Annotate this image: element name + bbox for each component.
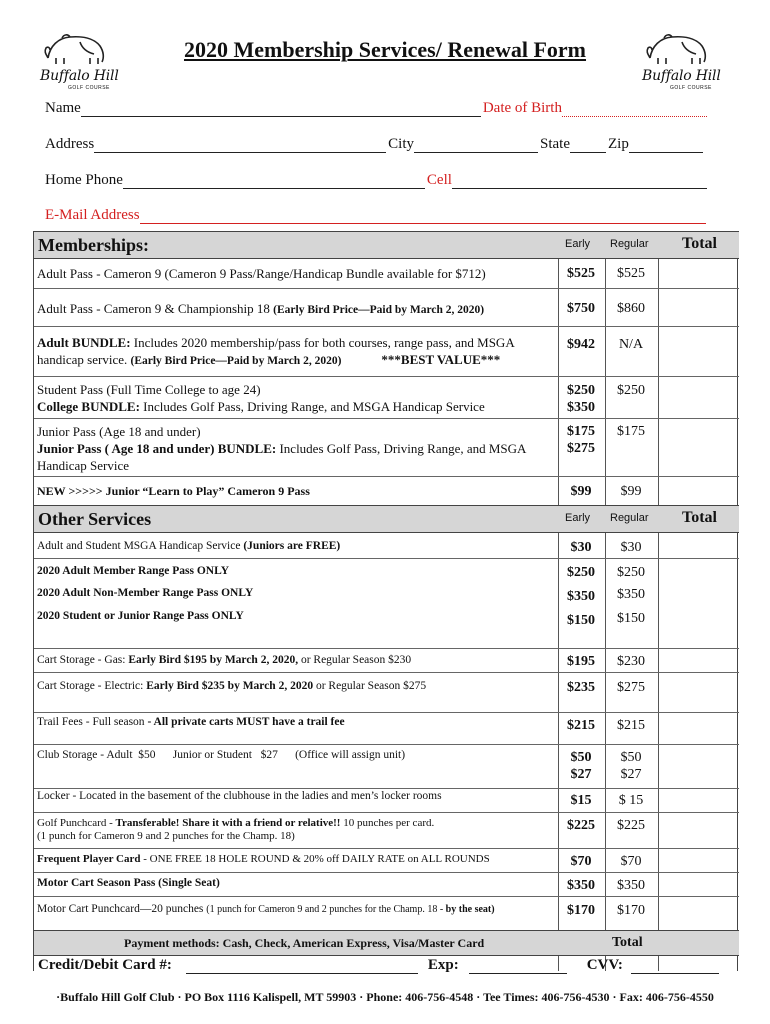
- desc-part: Adult BUNDLE:: [37, 335, 131, 350]
- table-row: [34, 789, 739, 813]
- logo-sub: GOLF COURSE: [670, 85, 712, 91]
- row-desc: [37, 901, 552, 918]
- regular-col-label: Regular: [610, 238, 649, 250]
- email-line: [45, 207, 708, 224]
- early-col-label: Early: [565, 512, 591, 524]
- early-price: $99: [570, 484, 592, 499]
- row-desc: 2020 Adult Member Range Pass ONLY: [37, 565, 229, 577]
- row-desc: Motor Cart Season Pass (Single Seat): [37, 877, 220, 889]
- table-row: [34, 533, 739, 559]
- early-price: $250: [567, 565, 595, 580]
- payment-footer: [34, 930, 739, 956]
- state-label: State: [540, 136, 571, 152]
- table-row: [34, 745, 739, 789]
- early-price: [561, 423, 601, 457]
- early-price: $750: [567, 301, 595, 316]
- row-desc: [37, 817, 552, 843]
- memberships-header: [34, 231, 739, 259]
- dob-field[interactable]: [562, 103, 707, 117]
- row-desc: [37, 679, 552, 694]
- desc-part: Adult and Student MSGA Handicap Service: [37, 540, 244, 552]
- table-row: [34, 419, 739, 477]
- table-row: [34, 559, 739, 581]
- dob-label: Date of Birth: [482, 100, 562, 116]
- desc-part: Includes Golf Pass, Driving Range, and MSGA Handicap Service: [139, 399, 485, 414]
- city-field[interactable]: [414, 139, 538, 153]
- early-price: $30: [570, 540, 592, 555]
- footer-contact: ·Buffalo Hill Golf Club · PO Box 1116 Kalispell, MT 59903 · Phone: 406-756-4548 · Tee Times: 406-756-4530 · Fax: 406-756-4550: [56, 990, 714, 1004]
- regular-price: $99: [620, 484, 642, 499]
- desc-part: - All private carts MUST have a trail fee: [147, 716, 345, 728]
- regular-price: $150: [617, 611, 645, 626]
- early-price: $150: [567, 613, 595, 628]
- phone-line: [45, 172, 709, 189]
- desc-part: (1 punch for Cameron 9 and 2 punches for the Champ. 18 -: [206, 904, 446, 915]
- exp-field[interactable]: [469, 960, 567, 974]
- table-row: [34, 849, 739, 873]
- early-price-line: $50: [570, 750, 592, 765]
- early-price: $215: [567, 718, 595, 733]
- name-line: [45, 100, 709, 117]
- desc-part: ***BEST VALUE***: [381, 352, 501, 367]
- early-price-line: $27: [570, 767, 592, 782]
- table-row: [34, 813, 739, 849]
- row-desc: NEW >>>>> Junior “Learn to Play” Cameron 9 Pass: [37, 484, 310, 498]
- desc-part: or Regular Season $275: [313, 680, 427, 692]
- desc-part: Early Bird $195 by March 2, 2020,: [128, 654, 299, 666]
- exp-label: Exp:: [427, 957, 459, 973]
- early-price-line: $175: [567, 424, 595, 439]
- early-price: $195: [567, 654, 595, 669]
- early-price: $350: [567, 878, 595, 893]
- table-row: [34, 327, 739, 377]
- early-price: [561, 749, 601, 783]
- state-field[interactable]: [570, 139, 606, 153]
- regular-price: $225: [617, 818, 645, 833]
- payment-methods: Payment methods: Cash, Check, American Express, Visa/Master Card: [124, 936, 485, 950]
- desc-part: 10 punches per card.: [340, 817, 435, 829]
- regular-price: $350: [617, 878, 645, 893]
- early-price: $225: [567, 818, 595, 833]
- desc-part: Junior Pass (Age 18 and under): [37, 424, 201, 439]
- email-field[interactable]: [140, 210, 706, 224]
- desc-part: Frequent Player Card: [37, 853, 141, 865]
- desc-part: Early Bird $235 by March 2, 2020: [146, 680, 314, 692]
- cell-label: Cell: [426, 172, 452, 188]
- early-price: $15: [570, 793, 592, 808]
- desc-part: Golf Punchcard -: [37, 817, 116, 829]
- early-price: $235: [567, 680, 595, 695]
- row-desc: [37, 334, 552, 370]
- desc-part: Cart Storage - Electric:: [37, 680, 147, 692]
- table-row: [34, 897, 739, 930]
- other-services-header: [34, 505, 739, 533]
- desc-part: - ONE FREE 18 HOLE ROUND & 20% off DAILY RATE on ALL ROUNDS: [140, 853, 490, 865]
- logo-script: Buffalo Hill: [642, 68, 721, 84]
- memberships-heading: Memberships:: [38, 235, 149, 255]
- email-label: E-Mail Address: [45, 207, 140, 223]
- desc-part: by the seat): [445, 904, 495, 915]
- regular-price: $525: [617, 266, 645, 281]
- regular-price: $230: [617, 654, 645, 669]
- row-desc: Locker - Located in the basement of the clubhouse in the ladies and men’s locker rooms: [37, 790, 442, 802]
- desc-part: Trail Fees - Full season: [37, 716, 148, 728]
- table-row: [34, 713, 739, 745]
- regular-price: $175: [617, 424, 645, 439]
- address-line: [45, 136, 705, 153]
- total-col-label: Total: [682, 509, 717, 526]
- address-label: Address: [45, 136, 95, 152]
- early-price: $350: [567, 589, 595, 604]
- table-row: [34, 377, 739, 419]
- card-number-field[interactable]: [186, 960, 418, 974]
- page-title: 2020 Membership Services/ Renewal Form: [183, 37, 587, 62]
- row-desc: [37, 300, 552, 319]
- early-price-line: $250: [567, 383, 595, 398]
- table-row: [34, 477, 739, 505]
- row-desc: [37, 851, 552, 868]
- early-price: $525: [567, 266, 595, 281]
- row-desc: 2020 Student or Junior Range Pass ONLY: [37, 610, 244, 622]
- cell-field[interactable]: [452, 175, 707, 189]
- table-row: [34, 581, 739, 603]
- regular-price: [607, 749, 655, 783]
- desc-part: (Early Bird Price—Paid by March 2, 2020): [273, 304, 485, 316]
- table-row: [34, 259, 739, 289]
- early-price-line: $275: [567, 441, 595, 456]
- desc-part: Motor Cart Punchcard—20 punches: [37, 903, 207, 915]
- row-desc: [37, 653, 552, 668]
- home-phone-field[interactable]: [123, 175, 425, 189]
- desc-part: (Early Bird Price—Paid by March 2, 2020): [130, 355, 342, 367]
- early-price: $70: [570, 854, 592, 869]
- row-desc: [37, 381, 552, 415]
- cvv-field[interactable]: [631, 960, 719, 974]
- grand-total-label: Total: [612, 935, 643, 950]
- table-row: [34, 603, 739, 649]
- row-desc: 2020 Adult Non-Member Range Pass ONLY: [37, 587, 254, 599]
- table-row: [34, 873, 739, 897]
- zip-field[interactable]: [629, 139, 703, 153]
- desc-part: College BUNDLE:: [37, 399, 140, 414]
- regular-price: $250: [617, 383, 645, 398]
- card-label: Credit/Debit Card #:: [38, 957, 172, 973]
- row-desc: [37, 423, 552, 474]
- table-row: [34, 649, 739, 673]
- regular-price: $215: [617, 718, 645, 733]
- desc-part: (Juniors are FREE): [243, 540, 341, 552]
- row-desc: [37, 715, 552, 730]
- address-field[interactable]: [94, 139, 386, 153]
- regular-price: $ 15: [618, 793, 644, 808]
- desc-part: Junior Pass ( Age 18 and under) BUNDLE:: [37, 441, 277, 456]
- home-phone-label: Home Phone: [45, 172, 123, 188]
- regular-price: $30: [620, 540, 642, 555]
- zip-label: Zip: [608, 136, 629, 152]
- regular-price: $350: [617, 587, 645, 602]
- regular-col-label: Regular: [610, 512, 649, 524]
- city-label: City: [388, 136, 415, 152]
- table-row: [34, 289, 739, 327]
- desc-part: Includes Golf Pass, Driving Range, and MSGA Handicap Service: [37, 441, 526, 473]
- row-desc: [37, 539, 552, 554]
- regular-price-line: $27: [620, 767, 642, 782]
- desc-part: or Regular Season $230: [298, 654, 412, 666]
- total-col-label: Total: [682, 235, 717, 252]
- desc-part: Adult Pass - Cameron 9 & Championship 18: [37, 301, 274, 316]
- regular-price: $275: [617, 680, 645, 695]
- regular-price: N/A: [618, 337, 644, 352]
- services-table: [33, 231, 738, 971]
- regular-price: $250: [617, 565, 645, 580]
- table-row: [34, 673, 739, 713]
- other-services-heading: Other Services: [38, 509, 152, 529]
- name-field[interactable]: [81, 103, 481, 117]
- regular-price-line: $50: [620, 750, 642, 765]
- regular-price: $170: [617, 903, 645, 918]
- desc-part: Cart Storage - Gas:: [37, 654, 129, 666]
- logo-sub: GOLF COURSE: [68, 85, 110, 91]
- card-line: [38, 957, 719, 974]
- regular-price: $70: [620, 854, 642, 869]
- row-desc: Club Storage - Adult $50 Junior or Student $27 (Office will assign unit): [37, 749, 406, 761]
- cvv-label: CVV:: [586, 957, 623, 973]
- name-label: Name: [45, 100, 81, 116]
- desc-part: Includes 2020 membership/pass for both courses, range pass, and MSGA handicap service.: [37, 335, 514, 367]
- desc-part: (1 punch for Cameron 9 and 2 punches for the Champ. 18): [37, 830, 295, 842]
- row-desc: Adult Pass - Cameron 9 (Cameron 9 Pass/Range/Handicap Bundle available for $712): [37, 266, 486, 281]
- early-col-label: Early: [565, 238, 591, 250]
- early-price-line: $350: [567, 400, 595, 415]
- early-price: $170: [567, 903, 595, 918]
- desc-part: Student Pass (Full Time College to age 24): [37, 382, 261, 397]
- regular-price: $860: [617, 301, 645, 316]
- logo-script: Buffalo Hill: [40, 68, 119, 84]
- early-price: $942: [567, 337, 595, 352]
- desc-part: Transferable! Share it with a friend or relative!!: [115, 817, 341, 829]
- early-price: [561, 382, 601, 416]
